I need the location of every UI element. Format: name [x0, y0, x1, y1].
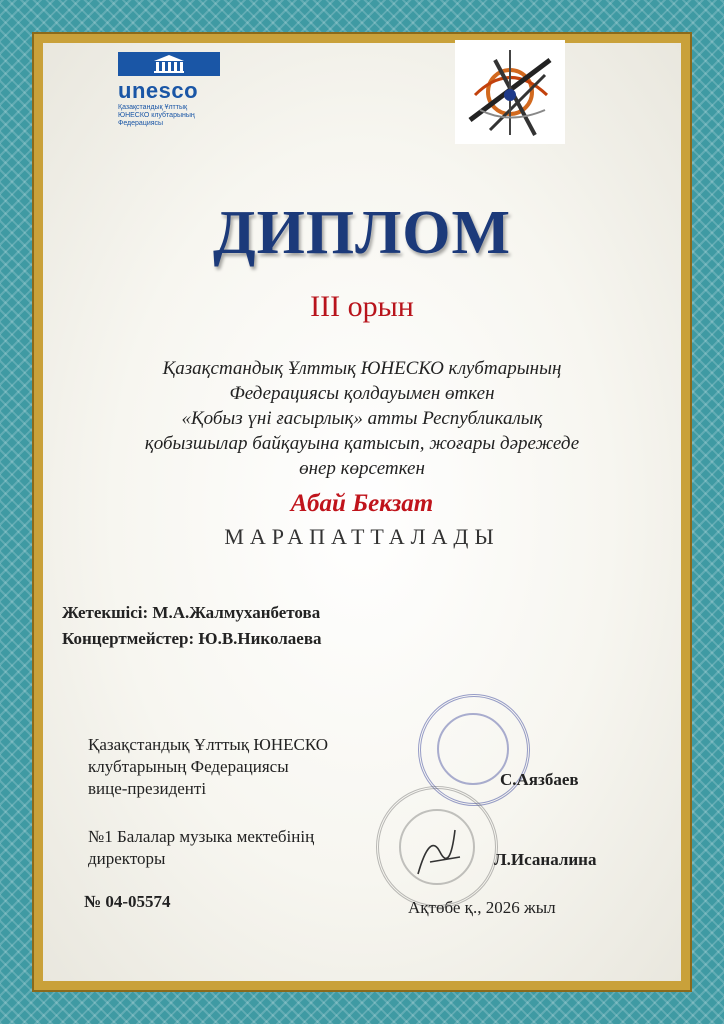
unesco-subtitle-3: Федерациясы [118, 120, 164, 127]
signature-1-line-1: Қазақстандық Ұлттық ЮНЕСКО [88, 735, 329, 754]
description-line-4: қобызшылар байқауына қатысып, жоғары дәрежеде [144, 433, 580, 454]
unesco-subtitle-1: Қазақстандық Ұлттық [118, 104, 188, 111]
unesco-temple-icon [118, 52, 220, 76]
signature-1-name: С.Аязбаев [500, 770, 579, 789]
unesco-wordmark: unesco [118, 78, 199, 103]
kobyz-logo [455, 40, 565, 144]
signature-2-title [88, 826, 314, 870]
award-text: МАРАПАТТАЛАДЫ [224, 524, 500, 549]
signature-2-name: Л.Исаналина [494, 850, 597, 869]
unesco-logo [118, 52, 228, 128]
diploma-number: № 04-05574 [84, 892, 171, 911]
signature-1-title [88, 734, 328, 800]
accompanist-line: Концертмейстер: Ю.В.Николаева [62, 629, 322, 648]
description-line-2: Федерациясы қолдауымен өткен [229, 383, 495, 404]
supervisor-line: Жетекшісі: М.А.Жалмуханбетова [62, 603, 321, 622]
description-line-1: Қазақстандық Ұлттық ЮНЕСКО клубтарының [162, 358, 562, 379]
city-year: Ақтөбе қ., 2026 жыл [408, 898, 556, 917]
signature-2-line-2: директоры [88, 849, 166, 868]
diploma-title: ДИПЛОМ [212, 199, 512, 267]
recipient-name: Абай Бекзат [290, 490, 434, 517]
leaders-block [62, 600, 322, 652]
place-label: ІІІ орын [310, 290, 414, 323]
signature-1-line-3: вице-президенті [88, 779, 207, 798]
description-line-3: «Қобыз үні ғасырлық» атты Республикалық [181, 408, 543, 429]
description-line-5: өнер көрсеткен [299, 458, 425, 479]
diploma-description [80, 356, 644, 481]
unesco-subtitle-2: ЮНЕСКО клубтарының [118, 112, 195, 119]
signature-1-line-2: клубтарының Федерациясы [88, 757, 289, 776]
signature-scribble [410, 822, 470, 882]
signature-2-line-1: №1 Балалар музыка мектебінің [88, 827, 315, 846]
